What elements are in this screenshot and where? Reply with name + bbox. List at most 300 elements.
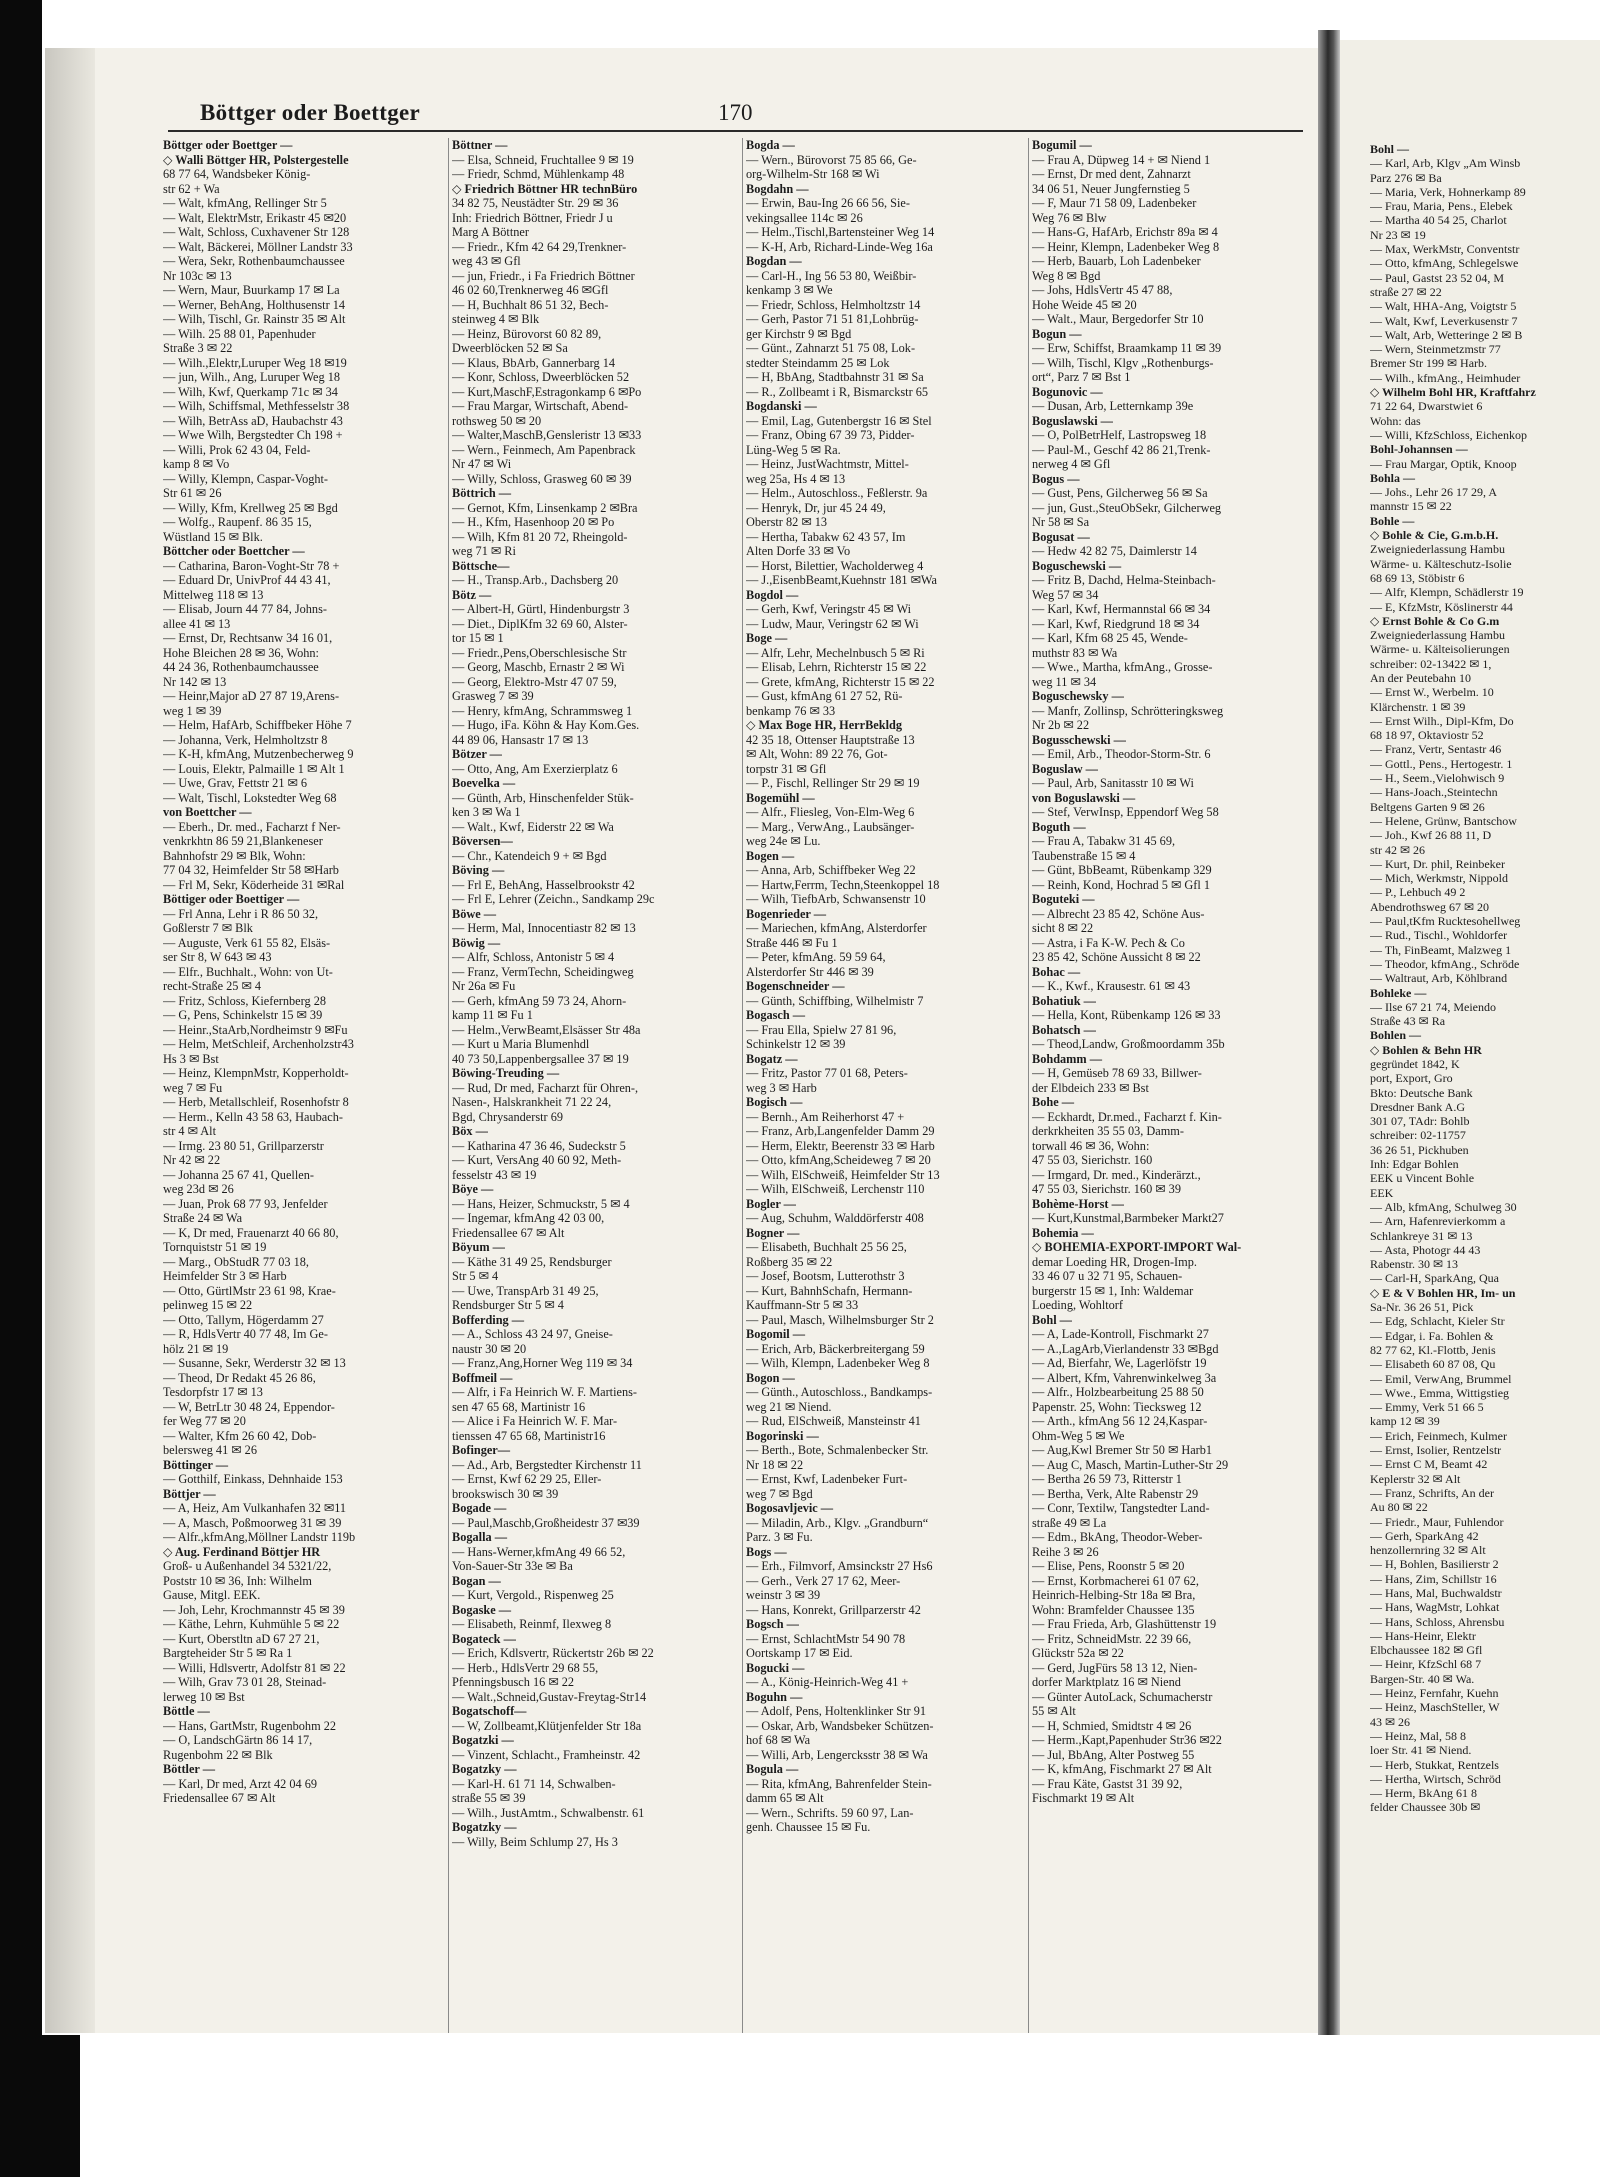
directory-entry-line: — Heinz, MaschSteller, W <box>1370 1700 1500 1715</box>
directory-entry-line: — Auguste, Verk 61 55 82, Elsäs- <box>163 935 331 950</box>
directory-entry-line: — Fritz, SchneidMstr. 22 39 66, <box>1032 1631 1192 1646</box>
directory-entry-line: — Bertha 26 59 73, Ritterstr 1 <box>1032 1472 1182 1486</box>
directory-entry-line: Str 61 ✉ 26 <box>163 486 222 500</box>
directory-entry-line: Inh: Friedrich Böttner, Friedr J u <box>452 210 613 225</box>
directory-entry-line: — Johanna 25 67 41, Quellen- <box>163 1167 314 1182</box>
directory-entry-line: — Aug C, Masch, Martin-Luther-Str 29 <box>1032 1457 1229 1472</box>
directory-entry-line: — Otto, Ang, Am Exerzierplatz 6 <box>452 761 618 776</box>
directory-entry-line: — Albert, Kfm, Vahrenwinkelweg 3a <box>1032 1370 1217 1385</box>
directory-entry-line: Rabenstr. 30 ✉ 13 <box>1370 1257 1459 1272</box>
directory-entry-line: brookswisch 30 ✉ 39 <box>452 1486 559 1501</box>
directory-entry-line: — Wern., Schrifts. 59 60 97, Lan- <box>746 1805 914 1820</box>
directory-entry-line: — Kurt, VersAng 40 60 92, Meth- <box>452 1153 622 1167</box>
directory-entry-line: — Heinr.,StaArb,Nordheimstr 9 ✉Fu <box>163 1022 348 1037</box>
directory-entry-line: — Willi, KfzSchloss, Eichenkop <box>1370 427 1527 442</box>
directory-entry-line: Bargen-Str. 40 ✉ Wa. <box>1370 1671 1475 1686</box>
directory-entry-line: — Willy, Kfm, Krellweg 25 ✉ Bgd <box>163 500 338 515</box>
directory-entry-line: — Frl E, Lehrer (Zeichn., Sandkamp 29c <box>452 892 655 906</box>
directory-entry-line: — Helm.,Tischl,Bartensteiner Weg 14 <box>746 225 935 239</box>
directory-entry-line: — Miladin, Arb., Klgv. „Grandburn“ <box>746 1515 929 1530</box>
directory-entry-line: Bötzer — <box>452 747 502 761</box>
directory-entry-line: — Fritz, Pastor 77 01 68, Peters- <box>746 1066 908 1080</box>
directory-entry-line: — Eduard Dr, UnivProf 44 43 41, <box>163 573 331 587</box>
directory-entry-line: henzollernring 32 ✉ Alt <box>1370 1543 1486 1558</box>
directory-entry-line: — Friedr.,Pens,Oberschlesische Str <box>452 645 627 660</box>
directory-entry-line: — Fritz, Schloss, Kiefernberg 28 <box>163 993 327 1008</box>
directory-entry-line: — Walt, Arb, Wetteringe 2 ✉ B <box>1370 327 1523 342</box>
directory-entry-line: ◇ E & V Bohlen HR, Im- un <box>1370 1285 1516 1300</box>
directory-entry-line: — H, BbAng, Stadtbahnstr 31 ✉ Sa <box>746 370 924 384</box>
directory-entry-line: 34 06 51, Neuer Jungfernstieg 5 <box>1032 181 1190 196</box>
directory-entry-line: — Martha 40 54 25, Charlot <box>1370 213 1507 228</box>
directory-entry-line: — Herm., Kelln 43 58 63, Haubach- <box>163 1109 343 1124</box>
directory-entry-line: Zweigniederlassung Hambu <box>1370 542 1505 557</box>
directory-entry-line: 33 46 07 u 32 71 95, Schauen- <box>1032 1269 1183 1283</box>
book-spine <box>1318 30 1340 2035</box>
directory-entry-line: — Arn, Hafenrevierkomm a <box>1370 1214 1506 1229</box>
directory-entry-line: — Walt, Bäckerei, Möllner Landstr 33 <box>163 239 353 254</box>
directory-entry-line: Nr 18 ✉ 22 <box>746 1457 804 1472</box>
directory-entry-line: — Alfr, Schloss, Antonistr 5 ✉ 4 <box>452 950 615 964</box>
directory-entry-line: — Wern., Feinmech, Am Papenbrack <box>452 442 636 457</box>
directory-entry-line: mannstr 15 ✉ 22 <box>1370 499 1452 514</box>
directory-entry-line: — jun, Wilh., Ang, Luruper Weg 18 <box>163 370 341 384</box>
directory-entry-line: Bogorinski — <box>746 1428 819 1443</box>
directory-entry-line: Au 80 ✉ 22 <box>1370 1500 1428 1515</box>
directory-entry-line: von Boguslawski — <box>1032 790 1136 805</box>
directory-entry-line: — K, Dr med, Frauenarzt 40 66 80, <box>163 1225 339 1240</box>
directory-entry-line: — Vinzent, Schlacht., Framheinstr. 42 <box>452 1747 641 1762</box>
column-divider <box>448 138 449 2033</box>
directory-entry-line: Bogatz — <box>746 1051 798 1066</box>
directory-entry-line: — G, Pens, Schinkelstr 15 ✉ 39 <box>163 1008 323 1022</box>
directory-entry-line: — Walter, Kfm 26 60 42, Dob- <box>163 1428 317 1443</box>
directory-entry-line: — Walt, ElektrMstr, Erikastr 45 ✉20 <box>163 210 347 225</box>
directory-entry-line: — K-H, kfmAng, Mutzenbecherweg 9 <box>163 747 354 761</box>
directory-entry-line: Boguschewsky — <box>1032 689 1124 703</box>
directory-entry-line: hölz 21 ✉ 19 <box>163 1341 229 1356</box>
directory-entry-line: 47 55 03, Sierichstr. 160 ✉ 39 <box>1032 1182 1181 1196</box>
directory-entry-line: Pfenningsbusch 16 ✉ 22 <box>452 1675 574 1689</box>
directory-entry-line: — Helene, Grünw, Bantschow <box>1370 813 1517 828</box>
directory-entry-line: — Emil, VerwAng, Brummel <box>1370 1371 1512 1386</box>
directory-entry-line: der Elbdeich 233 ✉ Bst <box>1032 1080 1149 1095</box>
directory-entry-line: — Rud, Dr med, Facharzt für Ohren-, <box>452 1080 639 1095</box>
directory-entry-line: — Henry, kfmAng, Schrammsweg 1 <box>452 703 633 718</box>
directory-entry-line: Dresdner Bank A.G <box>1370 1099 1465 1114</box>
directory-entry-line: weg 71 ✉ Ri <box>452 544 516 558</box>
directory-entry-line: — Hans, WagMstr, Lohkat <box>1370 1600 1500 1615</box>
directory-entry-line: — Erich, Kdlsvertr, Rückertstr 26b ✉ 22 <box>452 1646 654 1660</box>
directory-entry-line: ◇ Max Boge HR, HerrBekldg <box>746 718 902 732</box>
directory-entry-line: — Walt.,Schneid,Gustav-Freytag-Str14 <box>452 1689 647 1704</box>
directory-entry-line: Bohla — <box>1370 470 1416 485</box>
directory-entry-line: Straße 3 ✉ 22 <box>163 341 233 355</box>
directory-entry-line: Wüstland 15 ✉ Blk. <box>163 529 263 544</box>
directory-entry-line: Str 5 ✉ 4 <box>452 1269 499 1283</box>
directory-entry-line: — Reinh, Kond, Hochrad 5 ✉ Gfl 1 <box>1032 877 1210 892</box>
directory-entry-line: — Günter AutoLack, Schumacherstr <box>1032 1689 1213 1704</box>
directory-entry-line: — Günt, BbBeamt, Rübenkamp 329 <box>1032 863 1212 877</box>
directory-entry-line: — jun, Friedr., i Fa Friedrich Böttner <box>452 268 635 283</box>
directory-entry-line: loer Str. 41 ✉ Niend. <box>1370 1743 1472 1758</box>
directory-entry-line: Bohac — <box>1032 964 1081 979</box>
directory-entry-line: — Otto, kfmAng, Schlegelswe <box>1370 256 1519 271</box>
directory-entry-line: ✉ Alt, Wohn: 89 22 76, Got- <box>746 747 888 761</box>
directory-entry-line: Parz. 3 ✉ Fu. <box>746 1530 813 1544</box>
directory-entry-line: Wärme- u. Kälteisolierungen <box>1370 642 1510 657</box>
directory-entry-line: — Susanne, Sekr, Werderstr 32 ✉ 13 <box>163 1356 346 1370</box>
directory-entry-line: — Kurt, Dr. phil, Reinbeker <box>1370 856 1505 871</box>
directory-entry-line: — Hans-Heinr, Elektr <box>1370 1628 1476 1643</box>
directory-entry-line: — H, Buchhalt 86 51 32, Bech- <box>452 297 609 312</box>
directory-entry-line: ort“, Parz 7 ✉ Bst 1 <box>1032 370 1131 384</box>
directory-entry-line: Weg 57 ✉ 34 <box>1032 587 1099 602</box>
directory-entry-line: — Franz,Ang,Horner Weg 119 ✉ 34 <box>452 1356 633 1370</box>
directory-entry-line: ser Str 8, W 643 ✉ 43 <box>163 950 272 964</box>
directory-entry-line: Wohn: Bramfelder Chaussee 135 <box>1032 1602 1195 1617</box>
directory-entry-line: Boffmeil — <box>452 1370 513 1385</box>
directory-entry-line: — Friedr., Kfm 42 64 29,Trenkner- <box>452 239 627 254</box>
directory-entry-line: — Emil, Arb., Theodor-Storm-Str. 6 <box>1032 747 1211 761</box>
directory-entry-line: Bogatzky — <box>452 1762 517 1776</box>
directory-entry-line: — Ernst C M, Beamt 42 <box>1370 1457 1488 1472</box>
directory-entry-line: Friedensallee 67 ✉ Alt <box>452 1225 565 1240</box>
directory-entry-line: gegründet 1842, K <box>1370 1057 1460 1071</box>
directory-entry-line: — Hans-G, HafArb, Erichstr 89a ✉ 4 <box>1032 225 1218 239</box>
directory-entry-line: — Hans, Konrekt, Grillparzerstr 42 <box>746 1602 921 1617</box>
directory-entry-line: — Gotthilf, Einkass, Dehnhaide 153 <box>163 1472 343 1486</box>
directory-entry-line: — Kurt, Oberstltn aD 67 27 21, <box>163 1631 320 1646</box>
directory-entry-line: Von-Sauer-Str 33e ✉ Ba <box>452 1559 573 1573</box>
directory-entry-line: — Karl, Kwf, Hermannstal 66 ✉ 34 <box>1032 602 1211 616</box>
directory-entry-line: Bogler — <box>746 1196 796 1211</box>
directory-entry-line: schreiber: 02-13422 ✉ 1, <box>1370 656 1492 671</box>
directory-entry-line: Bohl — <box>1032 1312 1072 1327</box>
directory-entry-line: — Rita, kfmAng, Bahrenfelder Stein- <box>746 1776 932 1791</box>
directory-entry-line: — Wilh., kfmAng., Heimhuder <box>1370 370 1521 385</box>
directory-entry-line: Böttjer — <box>163 1486 216 1501</box>
directory-entry-line: — Konr, Schloss, Dweerblöcken 52 <box>452 370 630 384</box>
directory-column-4 <box>1032 138 1315 2033</box>
directory-entry-line: Bogasch — <box>746 1008 806 1022</box>
directory-entry-line: — Frau Käte, Gastst 31 39 92, <box>1032 1776 1183 1791</box>
directory-entry-line: Bofinger— <box>452 1443 511 1457</box>
directory-entry-line: Loeding, Wohltorf <box>1032 1298 1123 1312</box>
directory-entry-line: 36 26 51, Pickhuben <box>1370 1142 1469 1157</box>
directory-entry-line: — Gottl., Pens., Hertogestr. 1 <box>1370 756 1513 771</box>
directory-entry-line: — Willy, Klempn, Caspar-Voght- <box>163 471 329 486</box>
directory-entry-line: — Friedr, Schloss, Helmholtzstr 14 <box>746 297 921 312</box>
directory-entry-line: belersweg 41 ✉ 26 <box>163 1443 257 1457</box>
directory-entry-line: An der Peutebahn 10 <box>1370 670 1471 685</box>
directory-entry-line: — Edgar, i. Fa. Bohlen & <box>1370 1328 1494 1343</box>
directory-entry-line: — Fritz B, Dachd, Helma-Steinbach- <box>1032 573 1216 587</box>
directory-entry-line: — Erwin, Bau-Ing 26 66 56, Sie- <box>746 196 910 210</box>
directory-entry-line: Nr 142 ✉ 13 <box>163 674 227 689</box>
directory-entry-line: Tesdorpfstr 17 ✉ 13 <box>163 1385 263 1399</box>
directory-entry-line: — H., Transp.Arb., Dachsberg 20 <box>452 573 619 587</box>
directory-entry-line: Oortskamp 17 ✉ Eid. <box>746 1646 853 1660</box>
directory-entry-line: Wärme- u. Kälteschutz-Isolie <box>1370 556 1512 571</box>
directory-entry-line: Bogula — <box>746 1762 799 1776</box>
directory-entry-line: — Gust, kfmAng 61 27 52, Rü- <box>746 689 903 703</box>
directory-entry-line: — Aug,Kwl Bremer Str 50 ✉ Harb1 <box>1032 1443 1213 1457</box>
directory-entry-line: — Alfr., Fliesleg, Von-Elm-Weg 6 <box>746 805 915 819</box>
directory-entry-line: Gause, Mitgl. EEK. <box>163 1588 261 1602</box>
directory-entry-line: Elbchaussee 182 ✉ Gfl <box>1370 1643 1483 1658</box>
directory-entry-line: 23 85 42, Schöne Aussicht 8 ✉ 22 <box>1032 950 1201 964</box>
directory-entry-line: Bötz — <box>452 587 492 602</box>
directory-entry-line: — Georg, Elektro-Mstr 47 07 59, <box>452 674 617 689</box>
directory-entry-line: ◇ Bohle & Cie, G.m.b.H. <box>1370 528 1499 543</box>
directory-entry-line: — Werner, BehAng, Holthusenstr 14 <box>163 297 346 312</box>
directory-entry-line: — P., Lehbuch 49 2 <box>1370 885 1466 900</box>
column-divider <box>742 138 743 2033</box>
directory-entry-line: Bogdan — <box>746 254 802 268</box>
directory-entry-line: — Wilh, Tischl, Gr. Rainstr 35 ✉ Alt <box>163 312 346 326</box>
directory-entry-line: — Kurt,Kunstmal,Barmbeker Markt27 <box>1032 1211 1224 1225</box>
directory-entry-line: Bogdol — <box>746 587 799 602</box>
directory-entry-line: stedter Steindamm 25 ✉ Lok <box>746 355 890 370</box>
directory-entry-line: — Wwe Wilh, Bergstedter Ch 198 + <box>163 428 343 442</box>
directory-entry-line: — A, Heiz, Am Vulkanhafen 32 ✉11 <box>163 1501 347 1515</box>
directory-entry-line: Nr 58 ✉ Sa <box>1032 515 1090 529</box>
directory-entry-line: ger Kirchstr 9 ✉ Bgd <box>746 326 852 341</box>
directory-entry-line: — Wilh, BetrAss aD, Haubachstr 43 <box>163 413 343 428</box>
directory-entry-line: Bogun — <box>1032 326 1082 341</box>
directory-entry-line: — Günth., Autoschloss., Bandkamps- <box>746 1385 933 1399</box>
directory-entry-line: Wohn: das <box>1370 413 1421 428</box>
directory-entry-line: 47 55 03, Sierichstr. 160 <box>1032 1153 1153 1167</box>
directory-entry-line: 46 02 60,Trenknerweg 46 ✉Gfl <box>452 283 609 297</box>
directory-entry-line: Bremer Str 199 ✉ Harb. <box>1370 356 1488 371</box>
directory-entry-line: — Herm.,Kapt,Papenhuder Str36 ✉22 <box>1032 1733 1222 1747</box>
running-head: Böttger oder Boettger <box>200 100 421 125</box>
directory-entry-line: 77 04 32, Heimfelder Str 58 ✉Harb <box>163 863 339 877</box>
directory-entry-line: — Bertha, Verk, Alte Rabenstr 29 <box>1032 1486 1199 1501</box>
directory-entry-line: genh. Chaussee 15 ✉ Fu. <box>746 1820 871 1834</box>
directory-entry-line: Bohemia — <box>1032 1225 1094 1240</box>
directory-entry-line: — Hans, Mal, Buchwaldstr <box>1370 1585 1502 1600</box>
directory-entry-line: — Johanna, Verk, Helmholtzstr 8 <box>163 732 328 747</box>
directory-entry-line: Boguschewski — <box>1032 558 1122 573</box>
directory-entry-line: 68 77 64, Wandsbeker König- <box>163 167 311 181</box>
directory-entry-line: — Wolfg., Raupenf. 86 35 15, <box>163 515 312 529</box>
directory-entry-line: — Wilh., JustAmtm., Schwalbenstr. 61 <box>452 1805 645 1820</box>
directory-entry-line: — Otto, kfmAng,Scheideweg 7 ✉ 20 <box>746 1153 931 1167</box>
directory-entry-line: Bogemühl — <box>746 790 815 805</box>
directory-entry-line: Abendrothsweg 67 ✉ 20 <box>1370 899 1490 914</box>
directory-entry-line: Bargteheider Str 5 ✉ Ra 1 <box>163 1646 293 1660</box>
directory-entry-line: — Herm, Mal, Innocentiastr 82 ✉ 13 <box>452 921 636 935</box>
directory-entry-line: — Elisabeth 60 87 08, Qu <box>1370 1357 1496 1372</box>
directory-entry-line: Nr 23 ✉ 19 <box>1370 227 1426 242</box>
directory-entry-line: — Ludw, Maur, Veringstr 62 ✉ Wi <box>746 616 919 631</box>
directory-entry-line: vekingsallee 114c ✉ 26 <box>746 210 863 225</box>
directory-entry-line: — Ad., Arb, Bergstedter Kirchenstr 11 <box>452 1457 642 1472</box>
directory-entry-line: — Elisabeth, Reinmf, Ilexweg 8 <box>452 1617 612 1631</box>
directory-entry-line: Böttler — <box>163 1762 216 1776</box>
directory-entry-line: weg 11 ✉ 34 <box>1032 674 1097 689</box>
directory-entry-line: Bogus — <box>1032 471 1080 486</box>
directory-entry-line: — Hella, Kont, Rübenkamp 126 ✉ 33 <box>1032 1008 1221 1022</box>
directory-entry-line: ◇ Ernst Bohle & Co G.m <box>1370 613 1500 628</box>
directory-entry-line: 68 18 97, Oktaviostr 52 <box>1370 728 1484 743</box>
directory-entry-line: — Helm., Autoschloss., Feßlerstr. 9a <box>746 486 928 500</box>
directory-entry-line: Boguhn — <box>746 1689 803 1704</box>
directory-entry-line: Bohlen — <box>1370 1028 1422 1043</box>
directory-entry-line: Ohm-Weg 5 ✉ We <box>1032 1428 1125 1443</box>
directory-entry-line: Bogatzky — <box>452 1820 517 1834</box>
directory-entry-line: — Theodor, kfmAng., Schröde <box>1370 956 1520 971</box>
directory-entry-line: weg 1 ✉ 39 <box>163 703 222 718</box>
directory-entry-line: ◇ Wilhelm Bohl HR, Kraftfahrz <box>1370 385 1536 400</box>
directory-entry-line: straße 49 ✉ La <box>1032 1515 1107 1530</box>
directory-entry-line: — Friedr, Schmd, Mühlenkamp 48 <box>452 167 625 181</box>
directory-entry-line: — Kurt, BahnhSchafn, Hermann- <box>746 1283 913 1298</box>
directory-entry-line: Boge — <box>746 631 788 645</box>
directory-entry-line: 44 89 06, Hansastr 17 ✉ 13 <box>452 732 589 747</box>
directory-entry-line: — Ingemar, kfmAng 42 03 00, <box>452 1211 605 1225</box>
directory-entry-line: — Asta, Photogr 44 43 <box>1370 1242 1481 1257</box>
directory-entry-line: Böttsche— <box>452 558 510 573</box>
directory-entry-line: — Willi, Arb, Lengercksstr 38 ✉ Wa <box>746 1747 928 1762</box>
directory-entry-line: sen 47 65 68, Martinistr 16 <box>452 1399 586 1414</box>
directory-column-2 <box>452 138 739 2033</box>
directory-entry-line: Bogner — <box>746 1225 800 1240</box>
directory-entry-line: schreiber: 02-11757 <box>1370 1128 1466 1143</box>
directory-entry-line: Taubenstraße 15 ✉ 4 <box>1032 848 1136 863</box>
directory-entry-line: Böttinger — <box>163 1457 229 1472</box>
directory-entry-line: rothsweg 50 ✉ 20 <box>452 413 542 428</box>
directory-entry-line: demar Loeding HR, Drogen-Imp. <box>1032 1254 1197 1269</box>
directory-entry-line: — Wwe., Martha, kfmAng., Grosse- <box>1032 660 1213 674</box>
directory-entry-line: — Heinz, Bürovorst 60 82 89, <box>452 326 602 341</box>
directory-entry-line: Bogusat — <box>1032 529 1090 544</box>
directory-entry-line: — Th, FinBeamt, Malzweg 1 <box>1370 942 1512 957</box>
directory-entry-line: — K., Kwf., Krausestr. 61 ✉ 43 <box>1032 979 1191 993</box>
directory-entry-line: — Heinz, KlempnMstr, Kopperholdt- <box>163 1066 349 1080</box>
directory-entry-line: — Stef, VerwInsp, Eppendorf Weg 58 <box>1032 805 1219 819</box>
directory-entry-line: Boevelka — <box>452 776 516 790</box>
directory-entry-line: 82 77 62, Kl.-Flottb, Jenis <box>1370 1342 1496 1357</box>
directory-entry-line: nerweg 4 ✉ Gfl <box>1032 457 1111 471</box>
directory-entry-line: Böttger oder Boettger — <box>163 138 293 152</box>
directory-entry-line: — Franz, Vertr, Sentastr 46 <box>1370 742 1502 757</box>
directory-entry-line: — Anna, Arb, Schiffbeker Weg 22 <box>746 863 916 877</box>
directory-entry-line: Bogon — <box>746 1370 795 1385</box>
directory-entry-line: 43 ✉ 26 <box>1370 1714 1411 1729</box>
directory-entry-line: — Paul-M., Geschf 42 86 21,Trenk- <box>1032 442 1211 457</box>
directory-entry-line: — Frau Margar, Wirtschaft, Abend- <box>452 399 629 413</box>
directory-entry-line: weg 7 ✉ Fu <box>163 1080 223 1095</box>
directory-entry-line: — Wilh, Grav 73 01 28, Steinad- <box>163 1675 327 1689</box>
directory-entry-line: — Wilh, Kwf, Querkamp 71c ✉ 34 <box>163 384 338 399</box>
directory-entry-line: — A., Schloss 43 24 97, Gneise- <box>452 1327 613 1341</box>
directory-entry-line: Bogunovic — <box>1032 384 1103 399</box>
directory-entry-line: weg 23d ✉ 26 <box>163 1182 234 1196</box>
directory-entry-line: ◇ Bohlen & Behn HR <box>1370 1042 1482 1057</box>
directory-entry-line: — Ernst, Kwf, Ladenbeker Furt- <box>746 1472 908 1486</box>
directory-entry-line: — Willy, Beim Schlump 27, Hs 3 <box>452 1834 618 1849</box>
directory-entry-line: Boguteki — <box>1032 892 1095 906</box>
directory-entry-line: — Wilh, Tischl, Klgv „Rothenburgs- <box>1032 355 1214 370</box>
directory-entry-line: hof 68 ✉ Wa <box>746 1733 811 1747</box>
directory-entry-line: — Gerh, SparkAng 42 <box>1370 1528 1479 1543</box>
directory-entry-line: Bogucki — <box>746 1660 805 1675</box>
directory-entry-line: — Edg, Schlacht, Kieler Str <box>1370 1314 1505 1329</box>
directory-entry-line: 44 24 36, Rothenbaumchaussee <box>163 660 319 674</box>
directory-entry-line: — Willy, Schloss, Grasweg 60 ✉ 39 <box>452 471 632 486</box>
directory-entry-line: Glückstr 52a ✉ 22 <box>1032 1646 1124 1660</box>
directory-entry-line: Böwe — <box>452 906 497 921</box>
directory-entry-line: — Elisab, Journ 44 77 84, Johns- <box>163 602 327 616</box>
directory-entry-line: — Franz, Schrifts, An der <box>1370 1485 1494 1500</box>
directory-entry-line: derkrkheiten 35 55 03, Damm- <box>1032 1124 1184 1138</box>
directory-entry-line: — Willi, Hdlsvertr, Adolfstr 81 ✉ 22 <box>163 1660 346 1675</box>
directory-entry-line: — Friedr., Maur, Fuhlendor <box>1370 1514 1504 1529</box>
directory-entry-line: — Elisab, Lehrn, Richterstr 15 ✉ 22 <box>746 660 927 674</box>
directory-entry-line: — Max, WerkMstr, Conventstr <box>1370 242 1520 257</box>
directory-entry-line: — Astra, i Fa K-W. Pech & Co <box>1032 935 1185 950</box>
directory-entry-line: Lüng-Weg 5 ✉ Ra. <box>746 442 841 457</box>
directory-entry-line: Rugenbohm 22 ✉ Blk <box>163 1747 273 1762</box>
directory-entry-line: — Frau Frieda, Arb, Glashüttenstr 19 <box>1032 1617 1217 1631</box>
directory-entry-line: — Albrecht 23 85 42, Schöne Aus- <box>1032 906 1205 921</box>
directory-entry-line: weg 24e ✉ Lu. <box>746 834 821 848</box>
directory-entry-line: — Adolf, Pens, Holtenklinker Str 91 <box>746 1704 927 1718</box>
directory-entry-line: — Helm, HafArb, Schiffbeker Höhe 7 <box>163 718 352 732</box>
directory-entry-line: Bgd, Chrysanderstr 69 <box>452 1109 564 1124</box>
directory-entry-line: — Kurt u Maria Blumenhdl <box>452 1037 590 1051</box>
directory-entry-line: — Elise, Pens, Roonstr 5 ✉ 20 <box>1032 1559 1185 1573</box>
directory-entry-line: ken 3 ✉ Wa 1 <box>452 805 521 819</box>
directory-entry-line: kamp 12 ✉ 39 <box>1370 1414 1440 1429</box>
directory-entry-line: — Erw, Schiffst, Braamkamp 11 ✉ 39 <box>1032 341 1222 355</box>
directory-entry-line: Klärchenstr. 1 ✉ 39 <box>1370 699 1466 714</box>
directory-entry-line: — Ilse 67 21 74, Meiendo <box>1370 999 1496 1014</box>
directory-entry-line: Schlankreye 31 ✉ 13 <box>1370 1228 1473 1243</box>
directory-entry-line: Bogan — <box>452 1573 501 1588</box>
directory-entry-line: — Erich, Arb, Bäckerbreitergang 59 <box>746 1341 925 1356</box>
directory-entry-line: straße 27 ✉ 22 <box>1370 284 1442 299</box>
directory-entry-line: Nr 2b ✉ 22 <box>1032 718 1090 732</box>
directory-entry-line: — Alice i Fa Heinrich W. F. Mar- <box>452 1414 618 1428</box>
directory-entry-line: Roßberg 35 ✉ 22 <box>746 1254 833 1269</box>
directory-entry-line: — Frau A, Tabakw 31 45 69, <box>1032 834 1176 848</box>
directory-entry-line: Bogdanski — <box>746 399 817 413</box>
directory-entry-line: — Heinr,Major aD 27 87 19,Arens- <box>163 689 340 703</box>
directory-entry-line: — Heinz, Fernfahr, Kuehn <box>1370 1686 1499 1701</box>
directory-entry-line: — Alfr, i Fa Heinrich W. F. Martiens- <box>452 1385 638 1399</box>
directory-entry-line: — A.,LagArb,Vierlandenstr 33 ✉Bgd <box>1032 1341 1219 1356</box>
directory-entry-line: Bohatsch — <box>1032 1022 1096 1037</box>
directory-entry-line: — Ernst, Kwf 62 29 25, Eller- <box>452 1472 602 1486</box>
directory-entry-line: 34 82 75, Neustädter Str. 29 ✉ 36 <box>452 196 619 210</box>
directory-entry-line: fesselstr 43 ✉ 19 <box>452 1167 537 1182</box>
directory-entry-line: — Wilh, TiefbArb, Schwansenstr 10 <box>746 892 926 906</box>
directory-entry-line: — Elsa, Schneid, Fruchtallee 9 ✉ 19 <box>452 152 634 167</box>
directory-entry-line: — Alb, kfmAng, Schulweg 30 <box>1370 1199 1517 1214</box>
directory-entry-line: Bogisch — <box>746 1095 803 1109</box>
directory-entry-line: — Mariechen, kfmAng, Alsterdorfer <box>746 921 927 935</box>
directory-entry-line: — Johs., Lehr 26 17 29, A <box>1370 485 1497 500</box>
directory-entry-line: Bogda — <box>746 138 795 152</box>
directory-entry-line: Bogatzki — <box>452 1733 514 1747</box>
column-divider <box>1028 138 1029 2033</box>
directory-entry-line: kamp 11 ✉ Fu 1 <box>452 1008 533 1022</box>
